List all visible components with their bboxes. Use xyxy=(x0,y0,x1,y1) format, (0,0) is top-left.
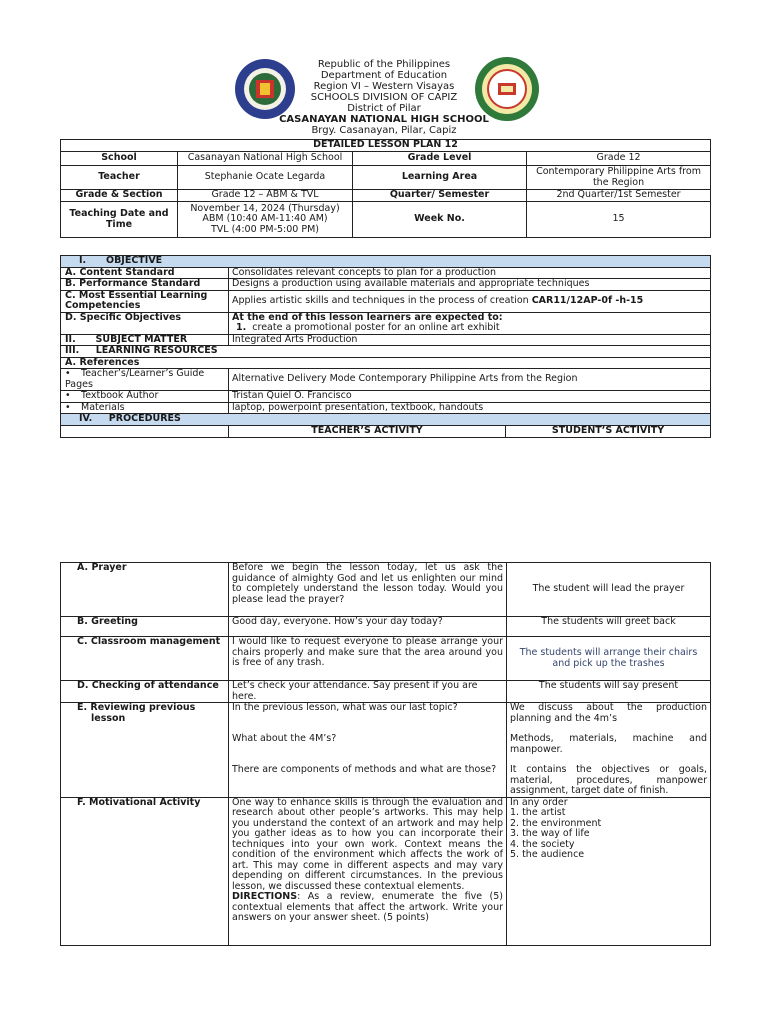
table-row xyxy=(61,425,711,437)
prayer-teacher: Before we begin the lesson today, let us ask the guidance of almighty God and let us enlighten our mind to completely understand the lesson today. Would you please lead the prayer? xyxy=(229,563,507,617)
classroom-teacher: I would like to request everyone to please arrange your chairs properly and make sure that the area around you is free of any trash. xyxy=(229,637,507,681)
objectives-table xyxy=(60,255,711,438)
grade-level-label: Grade Level xyxy=(353,152,527,166)
table-row xyxy=(61,290,711,312)
table-row xyxy=(61,369,711,391)
title-row xyxy=(61,140,711,152)
greeting-teacher: Good day, everyone. How’s your day today? xyxy=(229,617,507,637)
specific-item xyxy=(232,323,707,334)
attendance-label: D. Checking of attendance xyxy=(61,681,229,703)
school-value: Casanayan National High School xyxy=(178,152,353,166)
teaching-date-value xyxy=(178,202,353,238)
objective-heading: I. OBJECTIVE xyxy=(61,256,711,268)
specific-objectives-label: D. Specific Objectives xyxy=(61,312,229,334)
greeting-student: The students will greet back xyxy=(507,617,711,637)
melc-code: CAR11/12AP-0f -h-15 xyxy=(531,294,644,306)
header-line-5: District of Pilar xyxy=(347,103,421,114)
review-teacher-q3: There are components of methods and what are those? xyxy=(232,764,497,775)
answer-item: 2. the environment xyxy=(510,817,602,829)
materials-label xyxy=(61,402,229,414)
table-row xyxy=(61,617,711,637)
quarter-value-text: 2nd Quarter/1st Semester xyxy=(556,189,681,201)
review-teacher-q1: In the previous lesson, what was our last topic? xyxy=(232,702,458,713)
header-line-1: Republic of the Philippines xyxy=(317,59,451,70)
procedures-heading: IV. PROCEDURES xyxy=(61,414,711,426)
subject-matter-value: Integrated Arts Production xyxy=(229,334,711,346)
tvl-time: TVL (4:00 PM-5:00 PM) xyxy=(210,223,319,235)
content-standard-value: Consolidates relevant concepts to plan for a production xyxy=(229,267,711,279)
school-address: Brgy. Casanayan, Pilar, Capiz xyxy=(311,125,457,136)
table-row xyxy=(61,681,711,703)
references-label: A. References xyxy=(61,357,711,369)
melc-label: C. Most Essential Learning Competencies xyxy=(61,290,229,312)
specific-intro: At the end of this lesson learners are expected to: xyxy=(232,312,503,323)
directions-text xyxy=(232,892,503,924)
bullet-icon: • xyxy=(65,368,71,379)
quarter-label: Quarter/ Semester xyxy=(353,190,527,202)
directions-body: : As a review, enumerate the five (5) contextual elements that affect the artwork. Write your answers on your answer sheet. (5 points) xyxy=(232,891,503,923)
school-label: School xyxy=(61,152,178,166)
table-row xyxy=(61,346,711,358)
melc-text: Applies artistic skills and techniques in the process of creation xyxy=(232,294,529,306)
review-teacher-q2: What about the 4M’s? xyxy=(232,733,337,744)
lesson-plan-title: DETAILED LESSON PLAN 12 xyxy=(61,140,711,152)
table-row xyxy=(61,312,711,334)
review-student xyxy=(507,703,711,798)
week-label: Week No. xyxy=(353,202,527,238)
table-row xyxy=(61,402,711,414)
header-line-3: Region VI – Western Visayas xyxy=(313,81,455,92)
answer-item: 1. the artist xyxy=(510,807,566,818)
motivation-student xyxy=(507,797,711,945)
table-row xyxy=(61,563,711,617)
table-row xyxy=(61,267,711,279)
header-line-4: SCHOOLS DIVISION OF CAPIZ xyxy=(310,92,458,103)
header-line-2: Department of Education xyxy=(320,70,448,81)
learning-area-label: Learning Area xyxy=(353,166,527,190)
grade-level-value: Grade 12 xyxy=(527,152,711,166)
table-row xyxy=(61,190,711,202)
review-label-line2: lesson xyxy=(91,712,126,724)
grade-section-value: Grade 12 – ABM & TVL xyxy=(178,190,353,202)
classroom-student: The students will arrange their chairs and pick up the trashes xyxy=(507,637,711,681)
review-student-a3: It contains the objectives or goals, material, procedures, manpower assignment, target date of finish. xyxy=(510,764,707,796)
learning-resources-label: III. LEARNING RESOURCES xyxy=(61,346,711,358)
prayer-student: The student will lead the prayer xyxy=(507,563,711,617)
answer-item: 4. the society xyxy=(510,838,575,850)
table-row xyxy=(61,152,711,166)
school-name: CASANAYAN NATIONAL HIGH SCHOOL xyxy=(279,114,489,125)
guide-label-text: Teacher’s/Learner’s Guide Pages xyxy=(65,368,205,390)
author-label-text: Textbook Author xyxy=(81,390,159,401)
week-value: 15 xyxy=(527,202,711,238)
student-activity-header: STUDENT’S ACTIVITY xyxy=(506,425,711,437)
table-row xyxy=(61,637,711,681)
attendance-teacher: Let’s check your attendance. Say present if you are here. xyxy=(229,681,507,703)
quarter-value xyxy=(527,190,711,202)
materials-value: laptop, powerpoint presentation, textbook, handouts xyxy=(229,402,711,414)
review-teacher xyxy=(229,703,507,798)
bullet-icon: • xyxy=(65,402,71,413)
table-row xyxy=(61,391,711,403)
table-row xyxy=(61,703,711,798)
teacher-value: Stephanie Ocate Legarda xyxy=(178,166,353,190)
content-standard-label: A. Content Standard xyxy=(61,267,229,279)
procedures-table xyxy=(60,562,711,946)
motivation-text: One way to enhance skills is through the evaluation and research about other people’s artworks. This may help you understand the context of an artwork and may help you gather ideas as to how you can incorporate their techniques into your own work. Context means the condition of the environment which affects the work of art. This may come in different aspects and may vary depending on different circumstances. In the previous lesson, we discussed these contextual elements. xyxy=(232,797,503,892)
review-label xyxy=(61,703,229,798)
motivation-label: F. Motivational Activity xyxy=(61,797,229,945)
performance-standard-value: Designs a production using available materials and appropriate techniques xyxy=(229,279,711,291)
table-row xyxy=(61,279,711,291)
answer-intro: In any order xyxy=(510,797,568,808)
specific-objectives-value xyxy=(229,312,711,334)
author-value: Tristan Quiel O. Francisco xyxy=(229,391,711,403)
teacher-label: Teacher xyxy=(61,166,178,190)
motivation-teacher xyxy=(229,797,507,945)
guide-value: Alternative Delivery Mode Contemporary Philippine Arts from the Region xyxy=(229,369,711,391)
answer-item: 3. the way of life xyxy=(510,828,590,839)
review-label-line1: E. Reviewing previous xyxy=(77,702,196,713)
attendance-student: The students will say present xyxy=(507,681,711,703)
teaching-date-label: Teaching Date and Time xyxy=(61,202,178,238)
grade-section-label: Grade & Section xyxy=(61,190,178,202)
blank-cell xyxy=(61,425,229,437)
subject-matter-label: II. SUBJECT MATTER xyxy=(61,334,229,346)
date-line: November 14, 2024 (Thursday) xyxy=(190,202,340,214)
teacher-activity-header: TEACHER’S ACTIVITY xyxy=(229,425,506,437)
table-row xyxy=(61,357,711,369)
section-row xyxy=(61,414,711,426)
table-row xyxy=(61,797,711,945)
melc-value xyxy=(229,290,711,312)
author-label xyxy=(61,391,229,403)
learning-area-value: Contemporary Philippine Arts from the Region xyxy=(527,166,711,190)
bullet-icon: • xyxy=(65,390,71,401)
review-student-a2: Methods, materials, machine and manpower. xyxy=(510,733,707,755)
table-row xyxy=(61,202,711,238)
classroom-label: C. Classroom management xyxy=(61,637,229,681)
abm-time: ABM (10:40 AM-11:40 AM) xyxy=(202,213,328,225)
performance-standard-label: B. Performance Standard xyxy=(61,279,229,291)
specific-number: 1. xyxy=(236,322,247,333)
answer-item: 5. the audience xyxy=(510,849,585,860)
review-student-a1: We discuss about the production planning and the 4m’s xyxy=(510,702,707,724)
materials-label-text: Materials xyxy=(81,402,125,413)
letterhead xyxy=(0,59,768,136)
specific-item-text: create a promotional poster for an online art exhibit xyxy=(252,322,500,333)
section-row xyxy=(61,256,711,268)
table-row xyxy=(61,166,711,190)
directions-label: DIRECTIONS xyxy=(232,891,298,902)
prayer-label: A. Prayer xyxy=(61,563,229,617)
table-row xyxy=(61,334,711,346)
guide-label xyxy=(61,369,229,391)
lesson-info-table xyxy=(60,139,711,238)
greeting-label: B. Greeting xyxy=(61,617,229,637)
